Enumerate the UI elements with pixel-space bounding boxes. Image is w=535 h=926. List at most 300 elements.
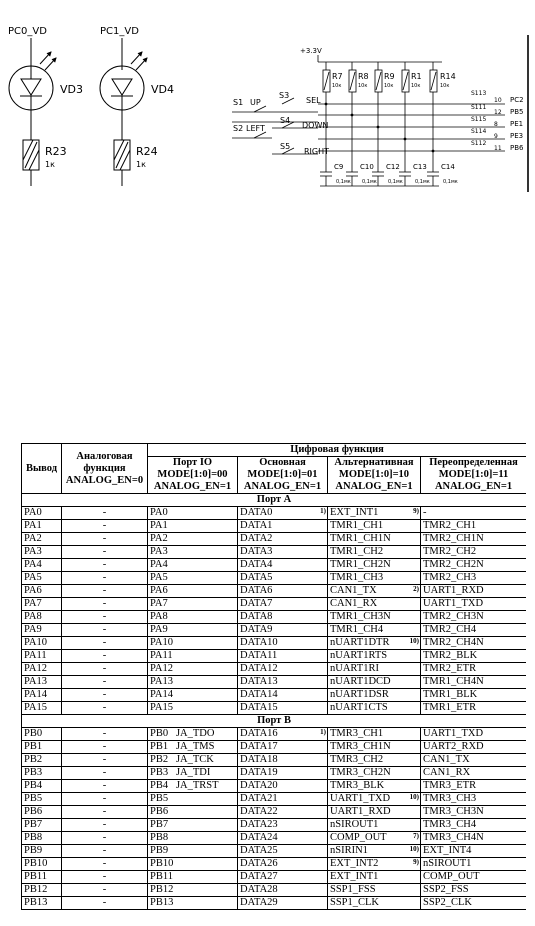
pullup-r1-ref: R1 <box>411 72 422 81</box>
buttons-circuit <box>232 35 528 192</box>
switch-s5-ref: S5 <box>280 142 291 151</box>
cell-port-io-text: PB11 <box>150 871 173 882</box>
cell-alt-text: CAN1_TX <box>330 585 377 596</box>
table-row <box>22 663 527 676</box>
cell-alt <box>328 650 421 663</box>
cell-remap <box>421 897 527 910</box>
cell-pin-text: PA3 <box>24 546 42 557</box>
cell-analog <box>62 806 148 819</box>
switch-s2-label: LEFT <box>246 124 265 133</box>
cell-pin-text: PA1 <box>24 520 42 531</box>
table-row <box>22 507 527 520</box>
cell-alt-text: TMR1_CH3N <box>330 611 391 622</box>
cell-pin <box>22 572 62 585</box>
cell-pin <box>22 611 62 624</box>
cell-remap-text: TMR1_ETR <box>423 702 477 713</box>
cell-alt-text: TMR3_CH2N <box>330 767 391 778</box>
cell-remap-text: TMR2_ETR <box>423 663 477 674</box>
cell-main-text: DATA2 <box>240 533 273 544</box>
table-row <box>22 637 527 650</box>
cell-remap-text: nSIROUT1 <box>423 858 472 869</box>
cell-port-io <box>148 819 238 832</box>
cell-analog-text: - <box>102 741 107 752</box>
output-pe1-sub: S115 <box>471 116 487 123</box>
cell-port-io-text: PA3 <box>150 546 168 557</box>
cell-analog <box>62 676 148 689</box>
cell-remap <box>421 663 527 676</box>
cell-analog-text: - <box>102 780 107 791</box>
table-row <box>22 767 527 780</box>
cell-alt-text: nSIROUT1 <box>330 819 379 830</box>
cell-alt-text: nSIRIN1 <box>330 845 368 856</box>
cell-analog <box>62 689 148 702</box>
cell-alt-text: TMR3_CH2 <box>330 754 384 765</box>
cell-pin-text: PB8 <box>24 832 43 843</box>
cell-pin <box>22 559 62 572</box>
table-row <box>22 559 527 572</box>
cell-analog-text: - <box>102 819 107 830</box>
table-row <box>22 676 527 689</box>
cell-alt <box>328 520 421 533</box>
cell-remap <box>421 832 527 845</box>
led-left-net: PC0_VD <box>8 26 47 37</box>
cell-port-io-text: PA1 <box>150 520 168 531</box>
cell-analog-text: - <box>102 520 107 531</box>
cell-pin <box>22 858 62 871</box>
cell-port-io-text: PB9 <box>150 845 169 856</box>
cell-analog-text: - <box>102 806 107 817</box>
cell-alt <box>328 637 421 650</box>
cell-remap-text: TMR2_CH3N <box>423 611 484 622</box>
cell-port-io <box>148 663 238 676</box>
cell-main-text: DATA24 <box>240 832 278 843</box>
header-port-io-line2: MODE[1:0]=00 <box>157 469 228 480</box>
cell-pin-text: PA2 <box>24 533 42 544</box>
switch-s1-ref: S1 <box>233 98 244 107</box>
cell-main <box>238 741 328 754</box>
cap-c12-value: 0,1мк <box>388 179 403 185</box>
cell-main <box>238 533 328 546</box>
cell-pin-text: PB12 <box>24 884 48 895</box>
led-right-net: PC1_VD <box>100 26 139 37</box>
cell-alt-text: nUART1DTR <box>330 637 390 648</box>
cell-main <box>238 624 328 637</box>
cap-c13-ref: C13 <box>413 163 427 171</box>
cell-pin <box>22 793 62 806</box>
header-analog-line1: Аналоговая <box>76 450 133 462</box>
cell-main-text: DATA10 <box>240 637 278 648</box>
cell-port-io <box>148 676 238 689</box>
cell-analog-text: - <box>102 624 107 635</box>
cell-main-text: DATA11 <box>240 650 278 661</box>
cell-analog-text: - <box>102 832 107 843</box>
cell-alt <box>328 741 421 754</box>
cell-pin-text: PA8 <box>24 611 42 622</box>
cell-main-text: DATA12 <box>240 663 278 674</box>
cell-alt-text: COMP_OUT <box>330 832 387 843</box>
cell-alt-text: SSP1_FSS <box>330 884 376 895</box>
cell-port-io <box>148 702 238 715</box>
output-pe3-net: PE3 <box>510 132 524 140</box>
cell-main-text: DATA14 <box>240 689 278 700</box>
header-analog-line3: ANALOG_EN=0 <box>65 474 144 486</box>
cell-pin <box>22 507 62 520</box>
header-alt-line3: ANALOG_EN=1 <box>335 481 413 492</box>
cell-main <box>238 728 328 741</box>
cell-alt <box>328 689 421 702</box>
cell-main-text: DATA13 <box>240 676 278 687</box>
cell-remap <box>421 806 527 819</box>
pullup-r8-ref: R8 <box>358 72 369 81</box>
cell-analog <box>62 546 148 559</box>
cell-remap <box>421 741 527 754</box>
cap-c12-ref: C12 <box>386 163 400 171</box>
cell-analog <box>62 559 148 572</box>
cell-remap <box>421 598 527 611</box>
cell-main-text: DATA6 <box>240 585 273 596</box>
table-row <box>22 819 527 832</box>
cell-port-io <box>148 689 238 702</box>
cell-port-io-text: PB12 <box>150 884 174 895</box>
switch-s3-ref: S3 <box>279 91 290 100</box>
pullup-r7-value: 10к <box>332 83 342 89</box>
cell-pin <box>22 884 62 897</box>
cell-port-io-text: PA7 <box>150 598 168 609</box>
cell-analog-text: - <box>102 676 107 687</box>
cell-port-io-text: PB10 <box>150 858 174 869</box>
table-row <box>22 741 527 754</box>
cell-pin <box>22 598 62 611</box>
cell-remap-text: TMR3_CH3N <box>423 806 484 817</box>
header-main <box>238 457 328 494</box>
cell-alt <box>328 676 421 689</box>
footnote-mark: 10) <box>409 845 419 853</box>
cell-analog <box>62 585 148 598</box>
cell-pin-text: PA10 <box>24 637 47 648</box>
cell-alt <box>328 572 421 585</box>
cell-port-io <box>148 585 238 598</box>
cell-remap <box>421 858 527 871</box>
cell-port-io <box>148 845 238 858</box>
cell-main <box>238 689 328 702</box>
cell-main <box>238 702 328 715</box>
cell-pin-text: PB11 <box>24 871 47 882</box>
cell-alt-text: TMR3_CH1N <box>330 741 391 752</box>
cell-port-io <box>148 650 238 663</box>
cell-analog <box>62 871 148 884</box>
cell-remap <box>421 754 527 767</box>
cell-pin <box>22 819 62 832</box>
cell-alt-text: TMR1_CH1N <box>330 533 391 544</box>
header-pin: Вывод <box>22 444 62 494</box>
cell-alt-text: TMR3_BLK <box>330 780 385 791</box>
cell-alt <box>328 767 421 780</box>
footnote-mark: 10) <box>409 637 419 645</box>
cell-main <box>238 832 328 845</box>
cell-main <box>238 793 328 806</box>
supply-label: +3.3V <box>300 47 322 55</box>
table-row <box>22 806 527 819</box>
cap-c14-ref: C14 <box>441 163 455 171</box>
cell-port-io-text: PB13 <box>150 897 174 908</box>
header-remap-line2: MODE[1:0]=11 <box>438 469 509 480</box>
cell-analog <box>62 520 148 533</box>
cell-main-text: DATA17 <box>240 741 278 752</box>
cell-main <box>238 845 328 858</box>
cell-alt <box>328 754 421 767</box>
cell-main-text: DATA28 <box>240 884 278 895</box>
footnote-mark: 1) <box>320 728 326 736</box>
cell-analog-text: - <box>102 507 107 518</box>
cell-main <box>238 559 328 572</box>
cell-remap <box>421 689 527 702</box>
header-digital: Цифровая функция <box>148 444 527 457</box>
output-pb6-net: PB6 <box>510 144 524 152</box>
cell-pin <box>22 585 62 598</box>
pullup-r9-ref: R9 <box>384 72 395 81</box>
cell-pin-text: PB5 <box>24 793 43 804</box>
cell-analog <box>62 507 148 520</box>
cell-main <box>238 611 328 624</box>
cell-main <box>238 767 328 780</box>
cell-remap <box>421 650 527 663</box>
cell-pin <box>22 663 62 676</box>
cell-remap-text: SSP2_FSS <box>423 884 469 895</box>
cell-alt <box>328 871 421 884</box>
cell-port-io-text: PB3 JA_TDI <box>150 767 211 778</box>
table-row <box>22 702 527 715</box>
cell-port-io-text: PA6 <box>150 585 168 596</box>
cell-main-text: DATA3 <box>240 546 273 557</box>
cell-analog <box>62 819 148 832</box>
cell-remap <box>421 533 527 546</box>
cell-port-io <box>148 624 238 637</box>
led-right-ref: VD4 <box>151 83 174 96</box>
cell-remap-text: TMR3_CH4 <box>423 819 477 830</box>
cell-alt-text: CAN1_RX <box>330 598 378 609</box>
cell-remap-text: TMR3_CH3 <box>423 793 477 804</box>
cell-main <box>238 754 328 767</box>
cell-remap <box>421 793 527 806</box>
table-row <box>22 845 527 858</box>
cell-analog <box>62 598 148 611</box>
cell-alt-text: nUART1DSR <box>330 689 389 700</box>
section-row <box>22 494 527 507</box>
cell-pin-text: PB9 <box>24 845 43 856</box>
cell-pin-text: PA6 <box>24 585 42 596</box>
cell-pin-text: PB2 <box>24 754 43 765</box>
cell-analog-text: - <box>102 546 107 557</box>
output-pc2-net: PC2 <box>510 96 524 104</box>
cell-main-text: DATA9 <box>240 624 273 635</box>
cell-pin <box>22 624 62 637</box>
cell-alt-text: nUART1RI <box>330 663 379 674</box>
resistor-right-ref: R24 <box>136 145 158 158</box>
resistor-right-value: 1к <box>136 160 146 169</box>
schematic-figure <box>0 0 535 200</box>
output-pb5-sub: S111 <box>471 104 487 111</box>
cell-remap-text: TMR3_CH4N <box>423 832 484 843</box>
cell-pin-text: PA15 <box>24 702 47 713</box>
cell-remap-text: UART1_TXD <box>423 728 484 739</box>
pin-function-table <box>21 443 526 910</box>
cell-pin-text: PB13 <box>24 897 48 908</box>
cell-remap-text: UART1_TXD <box>423 598 484 609</box>
cell-analog-text: - <box>102 884 107 895</box>
cell-analog <box>62 611 148 624</box>
cell-main <box>238 520 328 533</box>
cell-remap <box>421 871 527 884</box>
cell-port-io <box>148 520 238 533</box>
footnote-mark: 2) <box>413 585 419 593</box>
cell-pin-text: PA9 <box>24 624 42 635</box>
cell-analog-text: - <box>102 871 107 882</box>
cell-alt-text: TMR1_CH3 <box>330 572 384 583</box>
cell-main-text: DATA7 <box>240 598 273 609</box>
table-row <box>22 832 527 845</box>
header-main-line1: Основная <box>259 457 306 468</box>
cell-main <box>238 598 328 611</box>
header-port-io-line1: Порт IO <box>172 457 213 468</box>
cap-c13-value: 0,1мк <box>415 179 430 185</box>
cell-remap-text: SSP2_CLK <box>423 897 473 908</box>
cell-port-io <box>148 832 238 845</box>
cell-port-io-text: PA0 <box>150 507 168 518</box>
cell-port-io-text: PB4 JA_TRST <box>150 780 219 791</box>
output-pe1-net: PE1 <box>510 120 524 128</box>
cell-port-io <box>148 572 238 585</box>
cell-main <box>238 780 328 793</box>
switch-s5-label: RIGHT <box>304 147 330 156</box>
cell-remap <box>421 546 527 559</box>
cell-port-io-text: PA10 <box>150 637 173 648</box>
header-main-line3: ANALOG_EN=1 <box>243 481 322 492</box>
cell-port-io-text: PB2 JA_TCK <box>150 754 214 765</box>
header-analog-line2: функция <box>83 462 126 474</box>
cell-analog-text: - <box>102 572 107 583</box>
cell-port-io <box>148 793 238 806</box>
cell-main-text: DATA5 <box>240 572 273 583</box>
cell-port-io-text: PA13 <box>150 676 173 687</box>
cap-c9-ref: C9 <box>334 163 344 171</box>
footnote-mark: 1) <box>320 507 326 515</box>
cell-pin-text: PA7 <box>24 598 42 609</box>
cell-analog <box>62 858 148 871</box>
cell-analog <box>62 663 148 676</box>
cell-analog <box>62 897 148 910</box>
cell-alt <box>328 780 421 793</box>
cell-remap-text: TMR1_BLK <box>423 689 478 700</box>
cell-pin <box>22 806 62 819</box>
cell-port-io <box>148 754 238 767</box>
header-alt-line1: Альтернативная <box>334 457 414 468</box>
cell-port-io <box>148 780 238 793</box>
output-pb5-pin: 12 <box>494 109 502 116</box>
cell-remap <box>421 702 527 715</box>
table-row <box>22 689 527 702</box>
cell-remap <box>421 585 527 598</box>
cell-pin-text: PA12 <box>24 663 47 674</box>
output-pe1-pin: 8 <box>494 121 498 128</box>
header-alt-line2: MODE[1:0]=10 <box>338 469 410 480</box>
cell-port-io-text: PA9 <box>150 624 168 635</box>
cell-port-io-text: PA8 <box>150 611 168 622</box>
cell-analog-text: - <box>102 650 107 661</box>
cell-port-io <box>148 728 238 741</box>
cell-pin-text: PB3 <box>24 767 43 778</box>
cell-main <box>238 897 328 910</box>
cell-alt <box>328 598 421 611</box>
cell-alt <box>328 559 421 572</box>
cell-remap-text: TMR3_ETR <box>423 780 477 791</box>
cell-analog-text: - <box>102 754 107 765</box>
header-analog <box>62 444 148 494</box>
cell-pin <box>22 546 62 559</box>
cell-alt-text: TMR1_CH1 <box>330 520 384 531</box>
cell-remap-text: TMR2_CH1 <box>423 520 477 531</box>
cell-analog <box>62 845 148 858</box>
cell-port-io-text: PA4 <box>150 559 168 570</box>
cell-analog <box>62 572 148 585</box>
cell-remap <box>421 819 527 832</box>
table-row <box>22 585 527 598</box>
cell-pin-text: PB0 <box>24 728 43 739</box>
table-row <box>22 793 527 806</box>
pullup-r1-value: 10к <box>411 83 421 89</box>
switch-s4-label: DOWN <box>302 121 329 130</box>
cell-alt-text: SSP1_CLK <box>330 897 380 908</box>
resistor-left-ref: R23 <box>45 145 67 158</box>
header-main-line2: MODE[1:0]=01 <box>247 469 318 480</box>
cell-port-io <box>148 741 238 754</box>
cap-c14-value: 0,1мк <box>443 179 458 185</box>
cell-main-text: DATA8 <box>240 611 273 622</box>
cell-remap-text: UART2_RXD <box>423 741 484 752</box>
cell-remap-text: TMR2_CH4N <box>423 637 484 648</box>
cell-alt <box>328 793 421 806</box>
cell-main-text: DATA21 <box>240 793 278 804</box>
cell-analog <box>62 832 148 845</box>
cell-remap-text: TMR2_CH3 <box>423 572 477 583</box>
cell-pin-text: PB10 <box>24 858 48 869</box>
cell-alt <box>328 624 421 637</box>
cell-analog-text: - <box>102 897 107 908</box>
cell-analog-text: - <box>102 559 107 570</box>
cell-port-io <box>148 806 238 819</box>
cell-alt-text: TMR1_CH2N <box>330 559 391 570</box>
cell-analog <box>62 767 148 780</box>
resistor-left-value: 1к <box>45 160 55 169</box>
cell-alt <box>328 546 421 559</box>
cell-analog-text: - <box>102 793 107 804</box>
cell-port-io <box>148 767 238 780</box>
cell-alt <box>328 832 421 845</box>
cell-main-text: DATA16 <box>240 728 278 739</box>
cell-alt-text: TMR1_CH2 <box>330 546 384 557</box>
cell-port-io-text: PB8 <box>150 832 169 843</box>
cell-analog <box>62 780 148 793</box>
led-left-ref: VD3 <box>60 83 83 96</box>
cell-main <box>238 676 328 689</box>
cell-remap-text: COMP_OUT <box>423 871 480 882</box>
output-pb6-pin: 11 <box>494 145 502 152</box>
cell-pin-text: PB6 <box>24 806 43 817</box>
cell-main-text: DATA26 <box>240 858 278 869</box>
cell-alt <box>328 585 421 598</box>
cell-pin <box>22 728 62 741</box>
cell-pin-text: PA5 <box>24 572 42 583</box>
cell-remap-text: TMR2_BLK <box>423 650 478 661</box>
